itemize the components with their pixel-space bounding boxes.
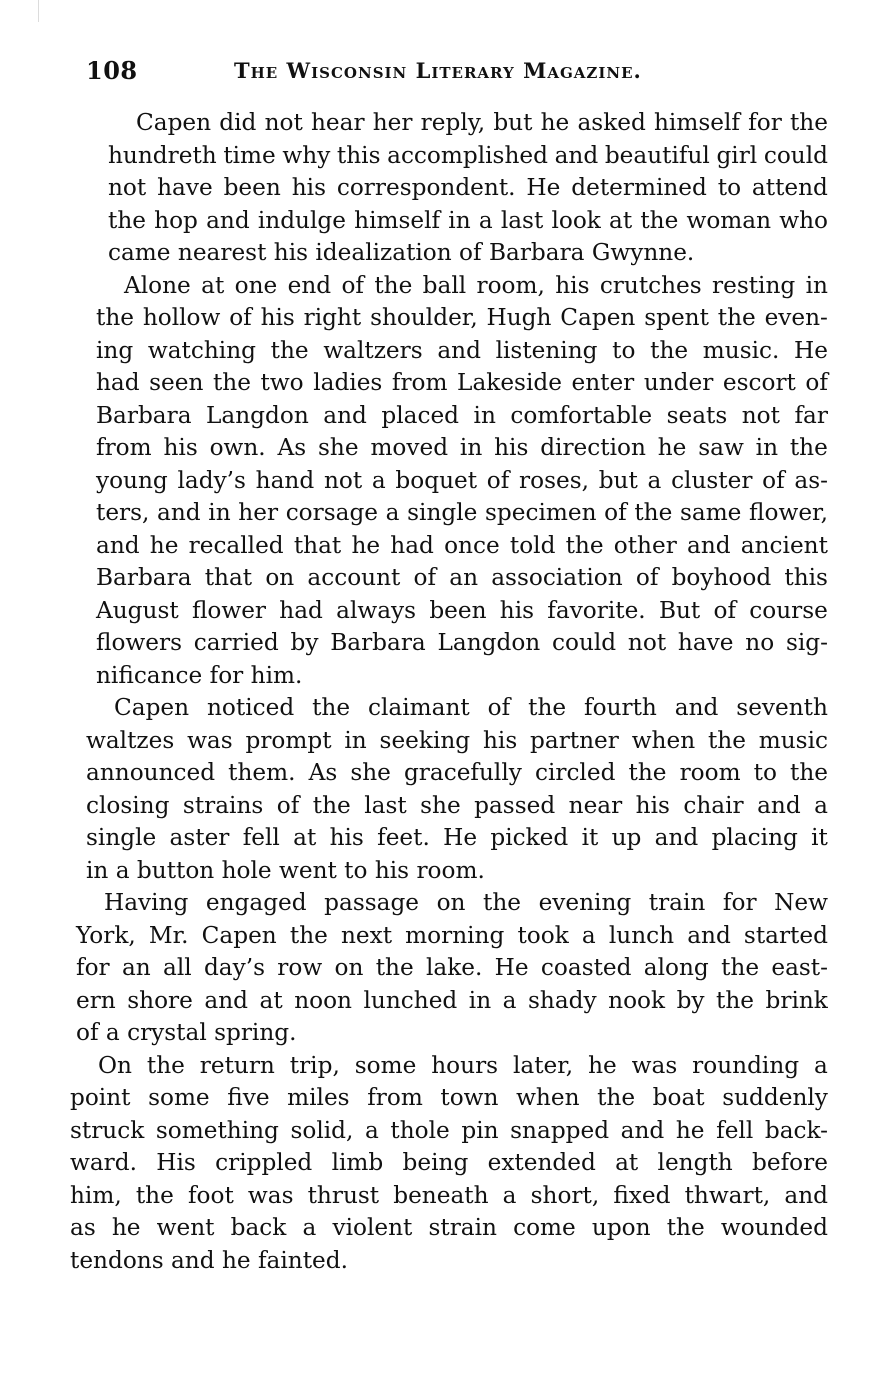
text-line: the hop and indulge himself in a last look at the woman who	[108, 206, 828, 234]
text-line: ward. His crippled limb being extended at length before	[70, 1149, 828, 1176]
text-line: Having engaged passage on the evening train for New	[104, 889, 828, 916]
text-line: had seen the two ladies from Lakeside enter under escort of	[96, 369, 828, 396]
text-line: Capen did not hear her reply, but he asked himself for the	[136, 109, 828, 136]
text-line: and he recalled that he had once told the other and ancient	[96, 531, 828, 559]
text-line: ters, and in her corsage a single specimen of the same flower,	[96, 499, 828, 526]
text-line: announced them. As she gracefully circled the room to the	[86, 759, 828, 786]
page-header	[86, 52, 828, 88]
text-line: came nearest his idealization of Barbara Gwynne.	[108, 239, 695, 266]
text-line: waltzes was prompt in seeking his partner when the music	[86, 726, 828, 754]
paragraph	[68, 270, 828, 693]
text-line: Capen noticed the claimant of the fourth and seventh	[114, 694, 828, 721]
text-line: tendons and he fainted.	[70, 1246, 348, 1274]
text-line: young lady’s hand not a boquet of roses, but a cluster of as-	[96, 466, 828, 494]
text-line: closing strains of the last she passed near his chair and a	[86, 791, 828, 819]
text-line: flowers carried by Barbara Langdon could not have no sig-	[96, 629, 828, 656]
text-line: single aster fell at his feet. He picked it up and placing it	[86, 824, 828, 851]
paragraph	[68, 107, 828, 270]
scan-edge-mark	[38, 0, 39, 22]
text-line: of a crystal spring.	[76, 1019, 297, 1046]
text-line: in a button hole went to his room.	[86, 856, 485, 884]
text-line: ern shore and at noon lunched in a shady nook by the brink	[76, 986, 828, 1014]
running-title: The Wisconsin Literary Magazine.	[234, 58, 642, 83]
text-line: ing watching the waltzers and listening to the music. He	[96, 336, 828, 364]
text-line: for an all day’s row on the lake. He coasted along the east-	[76, 954, 828, 981]
text-line: Barbara Langdon and placed in comfortable seats not far	[96, 401, 828, 429]
text-line: August flower had always been his favorite. But of course	[96, 596, 828, 624]
paragraph	[68, 1050, 828, 1278]
text-line: not have been his correspondent. He determined to attend	[108, 174, 828, 201]
text-line: from his own. As she moved in his direction he saw in the	[96, 434, 828, 461]
text-line: York, Mr. Capen the next morning took a lunch and started	[76, 921, 828, 949]
text-line: the hollow of his right shoulder, Hugh Capen spent the even-	[96, 304, 828, 331]
text-line: hundreth time why this accomplished and beautiful girl could	[108, 141, 828, 169]
text-line: Barbara that on account of an association of boyhood this	[96, 564, 828, 591]
text-line: Alone at one end of the ball room, his crutches resting in	[124, 271, 828, 299]
paragraph	[68, 887, 828, 1050]
paragraph	[68, 692, 828, 887]
text-line: him, the foot was thrust beneath a short, fixed thwart, and	[70, 1181, 828, 1209]
text-line: struck something solid, a thole pin snapped and he fell back-	[70, 1116, 828, 1144]
page-number: 108	[86, 56, 138, 85]
text-line: as he went back a violent strain come upon the wounded	[70, 1214, 828, 1241]
text-line: point some five miles from town when the boat suddenly	[70, 1084, 828, 1111]
body-text	[68, 107, 828, 1277]
text-line: nificance for him.	[96, 661, 303, 689]
text-line: On the return trip, some hours later, he was rounding a	[98, 1051, 828, 1079]
